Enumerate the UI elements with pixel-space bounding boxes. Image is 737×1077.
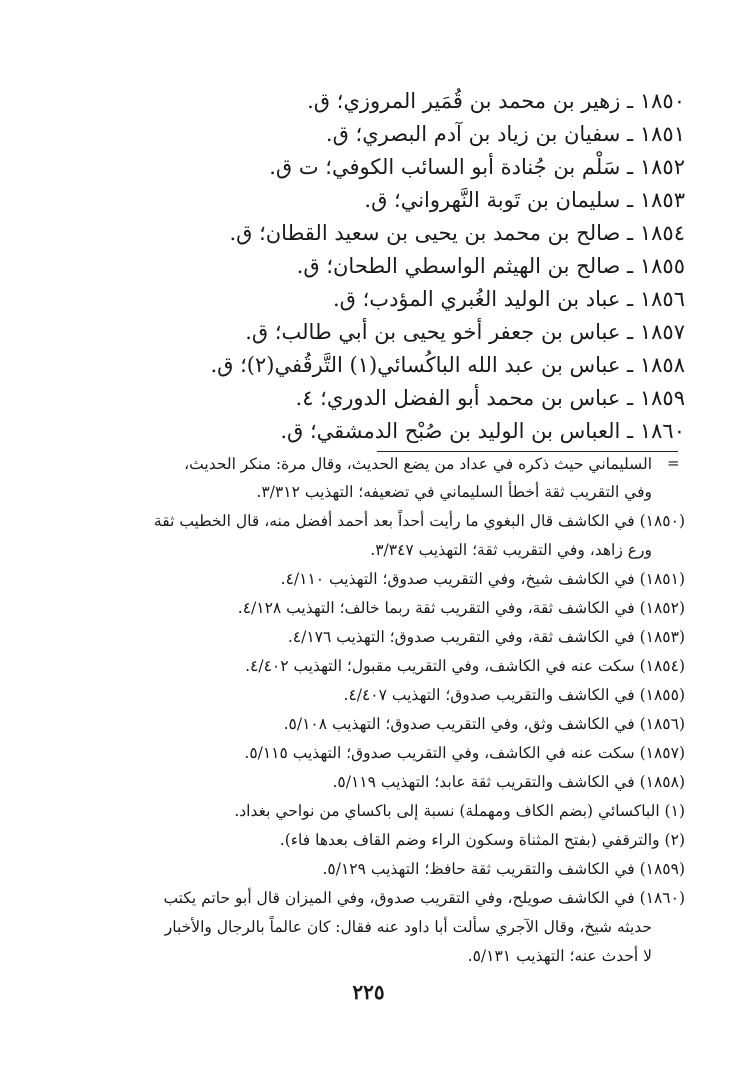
footnote-line: (٢) والترقفي (بفتح المثناة وسكون الراء وضم القاف بعدها فاء). — [279, 831, 685, 849]
footnote-line: وفي التقريب ثقة أخطأ السليماني في تضعيفه؛ التهذيب ٣/٣١٢. — [256, 483, 652, 501]
footnote-line: (١٨٥٧) سكت عنه في الكاشف، وفي التقريب صدوق؛ التهذيب ٥/١١٥. — [244, 744, 685, 762]
entry-1854: ١٨٥٤ ـ صالح بن محمد بن يحيى بن سعيد القطان؛ ق. — [229, 221, 685, 245]
entry-1855: ١٨٥٥ ـ صالح بن الهيثم الواسطي الطحان؛ ق. — [296, 254, 685, 278]
entry-1856: ١٨٥٦ ـ عباد بن الوليد الغُبري المؤدب؛ ق. — [332, 287, 685, 311]
footnote-line: (١٨٥٢) في الكاشف ثقة، وفي التقريب ثقة ربما خالف؛ التهذيب ٤/١٢٨. — [237, 599, 685, 617]
footnote-line: (١٨٥٨) في الكاشف والتقريب ثقة عابد؛ التهذيب ٥/١١٩. — [332, 773, 685, 791]
footnote-line: ورع زاهد، وفي التقريب ثقة؛ التهذيب ٣/٣٤٧. — [370, 541, 652, 559]
entry-1859: ١٨٥٩ ـ عباس بن محمد أبو الفضل الدوري؛ ٤. — [295, 386, 685, 410]
footnote-line: (١٨٥٦) في الكاشف وثق، وفي التقريب صدوق؛ التهذيب ٥/١٠٨. — [283, 715, 685, 733]
entry-1851: ١٨٥١ ـ سفيان بن زياد بن آدم البصري؛ ق. — [325, 122, 685, 146]
footnote-line: لا أحدث عنه؛ التهذيب ٥/١٣١. — [467, 947, 652, 965]
entry-1853: ١٨٥٣ ـ سليمان بن تَوبة النَّهرواني؛ ق. — [364, 188, 685, 212]
entry-1857: ١٨٥٧ ـ عباس بن جعفر أخو يحيى بن أبي طالب؛ ق. — [245, 320, 685, 344]
continuation-mark: = — [667, 454, 680, 472]
footnote-line: (١) الباكسائي (بضم الكاف ومهملة) نسبة إلى باكساي من نواحي بغداد. — [234, 802, 685, 820]
entry-1858: ١٨٥٨ ـ عباس بن عبد الله الباكُسائي(١) التَّرقُفي(٢)؛ ق. — [210, 353, 685, 377]
page-number: ٢٢٥ — [352, 980, 385, 1004]
footnote-line: (١٨٥٠) في الكاشف قال البغوي ما رأيت أحداً بعد أحمد أفضل منه، قال الخطيب ثقة — [153, 512, 685, 530]
footnote-line: السليماني حيث ذكره في عداد من يضع الحديث، وقال مرة: منكر الحديث، — [184, 455, 652, 473]
footnote-line: (١٨٦٠) في الكاشف صويلح، وفي التقريب صدوق، وفي الميزان قال أبو حاتم يكتب — [163, 889, 685, 907]
entry-1850: ١٨٥٠ ـ زهير بن محمد بن قُمَير المروزي؛ ق. — [307, 89, 685, 113]
footnote-line: حديثه شيخ، وقال الآجري سألت أبا داود عنه فقال: كان عالماً بالرجال والأخبار — [164, 918, 652, 936]
footnote-line: (١٨٥٩) في الكاشف والتقريب ثقة حافظ؛ التهذيب ٥/١٢٩. — [322, 860, 685, 878]
footnote-line: (١٨٥٤) سكت عنه في الكاشف، وفي التقريب مقبول؛ التهذيب ٤/٤٠٢. — [245, 657, 685, 675]
entry-1860: ١٨٦٠ ـ العباس بن الوليد بن صُبْح الدمشقي؛ ق. — [280, 419, 685, 443]
footnote-line: (١٨٥٣) في الكاشف ثقة، وفي التقريب صدوق؛ التهذيب ٤/١٧٦. — [287, 628, 685, 646]
footnote-line: (١٨٥٥) في الكاشف والتقريب صدوق؛ التهذيب ٤/٤٠٧. — [343, 686, 685, 704]
footnote-line: (١٨٥١) في الكاشف شيخ، وفي التقريب صدوق؛ التهذيب ٤/١١٠. — [280, 570, 685, 588]
entry-1852: ١٨٥٢ ـ سَلْم بن جُنادة أبو السائب الكوفي؛ ت ق. — [269, 155, 685, 179]
